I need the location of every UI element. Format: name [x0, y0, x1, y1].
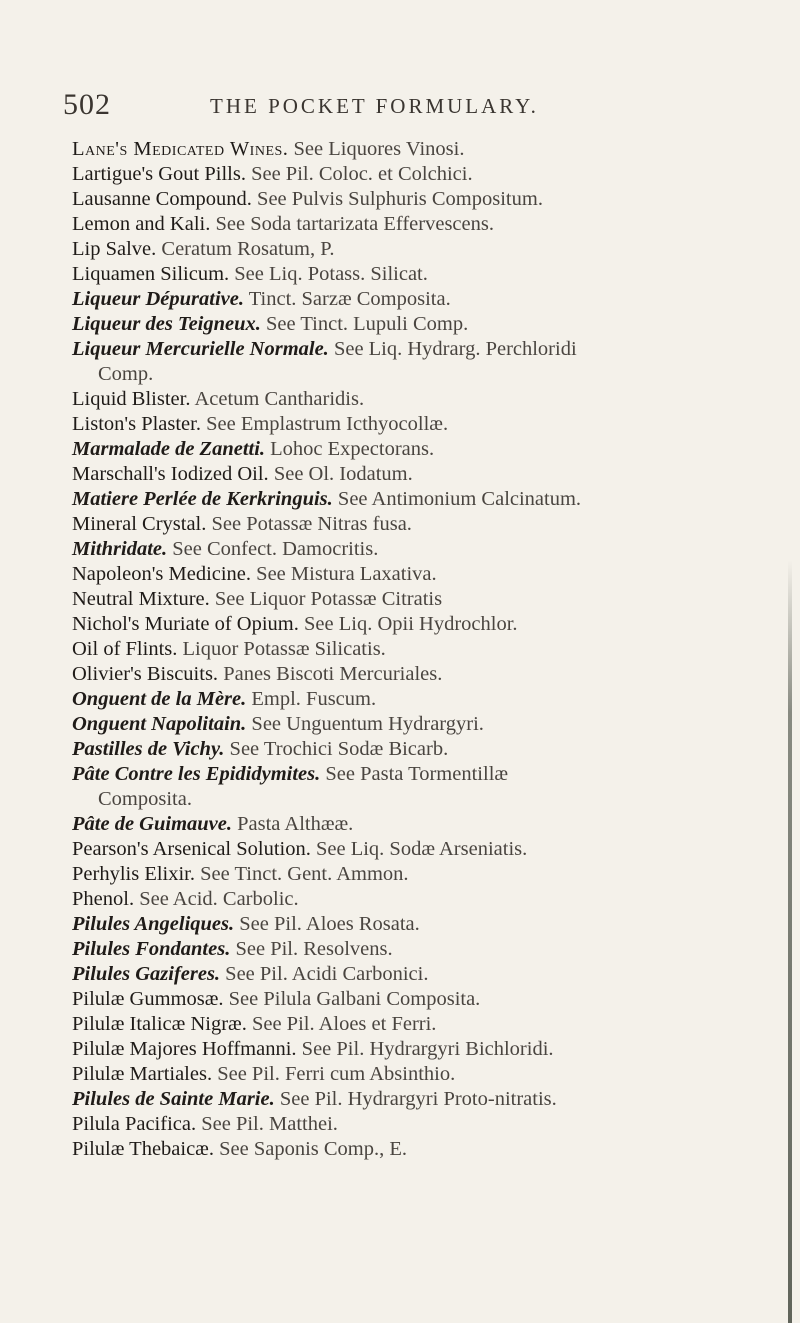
entry-reference: See Pil. Matthei. — [196, 1113, 338, 1135]
entry-heading: Lemon and Kali. — [72, 213, 211, 235]
list-item — [72, 762, 772, 787]
entry-reference: See Ol. Iodatum. — [268, 463, 413, 485]
entry-reference: Liquor Potassæ Silicatis. — [177, 638, 386, 660]
entry-heading: Marmalade de Zanetti. — [72, 438, 266, 460]
entry-heading: Pilulæ Thebaicæ. — [72, 1138, 214, 1160]
entry-heading: Pilulæ Italicæ Nigræ. — [72, 1013, 247, 1035]
entry-heading: Lartigue's Gout Pills. — [72, 163, 246, 185]
list-item — [72, 562, 772, 587]
entry-reference: See Pil. Coloc. et Colchici. — [245, 163, 473, 185]
entry-heading: Liqueur Mercurielle Normale. — [72, 338, 329, 360]
list-item — [72, 1137, 772, 1162]
list-item — [72, 1062, 772, 1087]
entry-reference: See Acid. Carbolic. — [134, 888, 299, 910]
entry-reference: See Confect. Damocritis. — [167, 538, 379, 560]
entry-reference: See Pil. Acidi Carbonici. — [220, 963, 429, 985]
entry-reference: See Pil. Hydrargyri Bichloridi. — [296, 1038, 554, 1060]
entry-heading: Marschall's Iodized Oil. — [72, 463, 269, 485]
entry-reference: Comp. — [98, 363, 154, 385]
entry-heading: Pilulæ Gummosæ. — [72, 988, 224, 1010]
list-item — [72, 612, 772, 637]
entry-heading: Olivier's Biscuits. — [72, 663, 219, 685]
page-edge-shadow — [788, 560, 792, 1323]
entry-heading: Liqueur Dépurative. — [72, 288, 244, 310]
entry-heading: Oil of Flints. — [72, 638, 178, 660]
list-item — [72, 937, 772, 962]
entry-reference: Tinct. Sarzæ Composita. — [243, 288, 451, 310]
entry-reference: See Pil. Ferri cum Absinthio. — [212, 1063, 456, 1085]
entry-heading: Onguent de la Mère. — [72, 688, 247, 710]
list-item — [72, 537, 772, 562]
entry-heading: Lane's Medicated Wines. — [72, 138, 289, 160]
entry-heading: Pâte de Guimauve. — [72, 813, 232, 835]
entry-heading: Pilules Fondantes. — [72, 938, 231, 960]
entry-heading: Pilules de Sainte Marie. — [72, 1088, 275, 1110]
entry-reference: Lohoc Expectorans. — [265, 438, 435, 460]
list-item — [72, 1012, 772, 1037]
entry-list — [72, 137, 772, 1162]
list-item — [72, 912, 772, 937]
entry-reference: See Pil. Aloes Rosata. — [234, 913, 420, 935]
entry-heading: Pilules Angeliques. — [72, 913, 235, 935]
entry-reference: See Liq. Potass. Silicat. — [229, 263, 428, 285]
entry-reference: See Tinct. Gent. Ammon. — [195, 863, 409, 885]
entry-reference: See Pulvis Sulphuris Compositum. — [251, 188, 543, 210]
entry-reference: See Mistura Laxativa. — [251, 563, 437, 585]
entry-heading: Liqueur des Teigneux. — [72, 313, 261, 335]
entry-reference: See Pil. Resolvens. — [230, 938, 393, 960]
list-item — [72, 337, 772, 362]
entry-heading: Matiere Perlée de Kerkringuis. — [72, 488, 333, 510]
entry-reference: See Potassæ Nitras fusa. — [206, 513, 412, 535]
entry-reference: See Liq. Sodæ Arseniatis. — [310, 838, 528, 860]
list-item — [72, 162, 772, 187]
entry-reference: See Tinct. Lupuli Comp. — [260, 313, 469, 335]
entry-reference: See Liquor Potassæ Citratis — [209, 588, 443, 610]
list-item — [72, 187, 772, 212]
list-item — [72, 512, 772, 537]
entry-heading: Napoleon's Medicine. — [72, 563, 252, 585]
list-item — [72, 462, 772, 487]
entry-reference: See Pilula Galbani Composita. — [223, 988, 481, 1010]
entry-heading: Liston's Plaster. — [72, 413, 201, 435]
list-item — [72, 962, 772, 987]
entry-heading: Pâte Contre les Epididymites. — [72, 763, 321, 785]
list-item — [72, 587, 772, 612]
entry-continuation — [72, 787, 772, 812]
entry-heading: Mithridate. — [72, 538, 168, 560]
list-item — [72, 487, 772, 512]
entry-heading: Mineral Crystal. — [72, 513, 207, 535]
list-item — [72, 1087, 772, 1112]
entry-reference: See Unguentum Hydrargyri. — [246, 713, 484, 735]
entry-reference: See Emplastrum Icthyocollæ. — [200, 413, 449, 435]
entry-heading: Liquamen Silicum. — [72, 263, 230, 285]
list-item — [72, 287, 772, 312]
entry-heading: Pearson's Arsenical Solution. — [72, 838, 311, 860]
list-item — [72, 437, 772, 462]
entry-heading: Liquid Blister. — [72, 388, 191, 410]
list-item — [72, 312, 772, 337]
list-item — [72, 887, 772, 912]
list-item — [72, 687, 772, 712]
entry-reference: See Trochici Sodæ Bicarb. — [224, 738, 449, 760]
list-item — [72, 262, 772, 287]
entry-heading: Perhylis Elixir. — [72, 863, 195, 885]
entry-heading: Lausanne Compound. — [72, 188, 252, 210]
entry-heading: Neutral Mixture. — [72, 588, 210, 610]
entry-reference: Panes Biscoti Mercuriales. — [218, 663, 443, 685]
running-head: THE POCKET FORMULARY. — [210, 94, 539, 118]
entry-heading: Pilules Gaziferes. — [72, 963, 221, 985]
entry-reference: See Liq. Hydrarg. Perchloridi — [328, 338, 577, 360]
list-item — [72, 662, 772, 687]
entry-reference: Acetum Cantharidis. — [190, 388, 365, 410]
list-item — [72, 737, 772, 762]
entry-heading: Phenol. — [72, 888, 135, 910]
entry-continuation — [72, 362, 772, 387]
entry-reference: See Liq. Opii Hydrochlor. — [298, 613, 518, 635]
entry-reference: See Liquores Vinosi. — [288, 138, 465, 160]
page-number: 502 — [63, 88, 111, 121]
list-item — [72, 137, 772, 162]
entry-heading: Onguent Napolitain. — [72, 713, 247, 735]
entry-reference: See Soda tartarizata Effervescens. — [210, 213, 494, 235]
entry-heading: Pilula Pacifica. — [72, 1113, 197, 1135]
entry-heading: Pastilles de Vichy. — [72, 738, 225, 760]
list-item — [72, 987, 772, 1012]
entry-reference: Empl. Fuscum. — [246, 688, 377, 710]
entry-heading: Pilulæ Majores Hoffmanni. — [72, 1038, 297, 1060]
entry-reference: See Pil. Hydrargyri Proto-nitratis. — [274, 1088, 557, 1110]
entry-heading: Nichol's Muriate of Opium. — [72, 613, 299, 635]
list-item — [72, 237, 772, 262]
list-item — [72, 637, 772, 662]
entry-reference: Ceratum Rosatum, P. — [156, 238, 335, 260]
list-item — [72, 837, 772, 862]
entry-reference: Pasta Althææ. — [232, 813, 354, 835]
list-item — [72, 212, 772, 237]
list-item — [72, 862, 772, 887]
entry-reference: See Saponis Comp., E. — [213, 1138, 408, 1160]
list-item — [72, 712, 772, 737]
entry-reference: See Antimonium Calcinatum. — [332, 488, 582, 510]
entry-heading: Lip Salve. — [72, 238, 157, 260]
entry-reference: See Pil. Aloes et Ferri. — [246, 1013, 437, 1035]
list-item — [72, 812, 772, 837]
list-item — [72, 1112, 772, 1137]
entry-reference: See Pasta Tormentillæ — [320, 763, 509, 785]
entry-reference: Composita. — [98, 788, 192, 810]
list-item — [72, 387, 772, 412]
entry-heading: Pilulæ Martiales. — [72, 1063, 213, 1085]
list-item — [72, 412, 772, 437]
list-item — [72, 1037, 772, 1062]
